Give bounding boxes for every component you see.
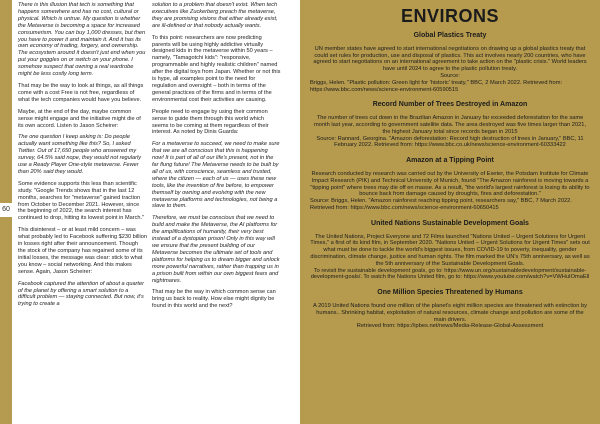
paragraph: Facebook captured the attention of about a quarter of the planet by offering a smart solution to a difficult problem — staying connected. But now, it's trying to create a xyxy=(18,280,144,308)
section-source: Briggs, Helen. "Plastic pollution: Green light for 'historic' treaty," BBC, 2 March 2022. Retrieved from: https://www.bbc.com/news/science-environment-60590515 xyxy=(310,79,563,93)
paragraph: Maybe, at the end of the day, maybe common sense might engage and the initiative might die of its own accord. Listen to Jason Scheirer: xyxy=(18,108,141,129)
section-body: A 2019 United Nations found one million of the planet's eight million species are threatened with extinction by humans.. Shrinking habitat, exploitation of natural resources, climate change and pollution are some of the main drivers. xyxy=(313,302,587,323)
paragraph: To this point: researchers are now predicting parents will be using highly addictive virtually designed kids in the metaverse within 50 years – namely, "Tamagotchi kids": "responsive, programmable and highly realistic children" named after the digital toys from Japan. Whether or not this is hype, all examples point to the need for regulation and oversight – both in terms of the general practices of the firms and in terms of the environmental cost their activities are causing. xyxy=(152,34,281,103)
section-title: Global Plastics Treaty xyxy=(413,32,487,39)
news-section-sdg xyxy=(310,221,590,281)
text-column-right xyxy=(152,2,281,315)
news-section-species xyxy=(310,290,590,330)
news-section-tipping-point xyxy=(310,158,590,212)
news-sections xyxy=(310,33,590,339)
paragraph: Some evidence supports this less than scientific study. "Google Trends shows that in the last 12 months, searches for "metaverse" gained traction from October to December 2021. However, since the beginning of 2022, the search interest has continued to drop, hitting its lowest point in March." xyxy=(18,180,145,222)
paragraph: Therefore, we must be conscious that we need to build and make the Metaverse, the AI platforms for the amplifications of humanity, their very best instead of a dystopian prison! Only in this way will we ensure that the present building of our Metaverse becomes the ultimate set of tools and platforms for helping us to dream bigger and unlock more powerful narratives, rather than trapping us in a prison built from within our own biggest fears and nightmares. xyxy=(152,215,280,284)
section-source-label: Source: xyxy=(440,72,460,79)
right-page xyxy=(300,0,600,424)
section-title: One Million Species Threatened by Humans xyxy=(377,289,523,297)
section-title: Record Number of Trees Destroyed in Amazon xyxy=(372,101,528,109)
section-title: Amazon at a Tipping Point xyxy=(406,157,494,165)
section-source: Retrieved from: https://ipbes.net/news/Media-Release-Global-Assessment xyxy=(356,323,544,330)
paragraph: For a metaverse to succeed, we need to make sure that we are all conscious that this is happening now! It is part of all of our life's present, not in the far flung future! The Metaverse needs to be built by all of us, with conscience, seamless and trusted, where the citizen — each of us — uses these new tools, like the invention of fire before, to empower themself by owning and evolving with the new metaverse platforms and technologies, not being a slave to them. xyxy=(152,141,280,210)
news-section-amazon-trees xyxy=(310,102,590,149)
news-section-plastics xyxy=(310,33,590,93)
section-source: Source: Briggs, Helen. "Amazon rainforest reaching tipping point, researchers say," BBC, 7 March 2022. Retrieved from: https://www.bbc.com/news/science-environment-60650415 xyxy=(310,198,572,211)
section-body: UN member states have agreed to start international negotiations on drawing up a global plastics treaty that could set rules for production, use and disposal of plastics. This act involves nearly 200 countries, who have agreed to start negotiations on an international agreement to take action on the "plastic crisis." World leaders have until 2024 to agree to the plastic pollution treaty. xyxy=(313,45,587,73)
page-heading: ENVIRONS xyxy=(400,6,500,26)
section-title: United Nations Sustainable Development Goals xyxy=(371,219,529,227)
page-number: 60 xyxy=(0,203,12,217)
paragraph: solution to a problem that doesn't exist. When tech executives like Zuckerberg preach the metaverse, they are promising visions that either already exist, are ill-defined or that nobody actually wants. xyxy=(152,2,278,29)
section-body: The United Nations, Project Everyone and 72 Films launched "Nations United – Urgent Solutions for Urgent Times," a first of its kind film, in September 2020. "Nations United – Urgent Solutions for Urgent Times" sets out what must be done to tackle the world's biggest issues, from COVID-19 to poverty, inequality, gender discrimination, climate change, justice and human rights. The film marked the UN's 75th anniversary, as well as the 5th anniversary of the Sustainable Development Goals. xyxy=(310,233,590,267)
paragraph: This disinterest – or at least mild concern – was what probably led to Facebook suffering $230 billion in losses right after their announcement. Though the stock of the company has regained some of its initial losses, the message was clear: stick to what you know – social networking. And this makes sense. Again, Jason Scheirer: xyxy=(18,227,147,275)
paragraph: The one question I keep asking is: Do people actually want something like this? So, I asked Twitter. Out of 17,650 people who answered my survey, 64.5% said nope, they would not regularly use a Ready Player One-style metaverse. Fewer than 20% said they would. xyxy=(18,134,142,175)
section-source: To revisit the sustainable development goals, go to: https://www.un.org/sustainabledevelopment/sustainable-development-goals/. To watch the Nations United film, go to: https://www.youtube.com/watch?v=VWHuIOmaEll xyxy=(310,267,590,281)
paragraph: People need to engage by using their common sense to guide them through this world which seems to be coming at them regardless of their interest. As noted by Dinis Guarda: xyxy=(152,108,269,136)
section-source: Source: Rannard, Georgina. "Amazon deforestation: Record high destruction of trees in January," BBC, 11 February 2022. Retrieved from: https://www.bbc.co.uk/news/science-environment-60333422 xyxy=(316,135,584,149)
section-body: The number of trees cut down in the Brazilian Amazon in January far exceeded deforestation for the same month last year, according to government satellite data. The area destroyed was five times larger than 2021, the highest January total since records began in 2015 xyxy=(313,115,587,135)
paragraph: That may be the way to look at things, as all things come with a cost Free is not free, regardless of what the tech companies would have you believe. xyxy=(18,82,144,103)
section-body: Research conducted by research was carried out by the University of Exeter, the Potsdam Institute for Climate Impact Research (PIK) and Technical University of Munich, found "The Amazon rainforest is moving towards a "tipping point" where trees may die off en masse. As a result, "the world's largest rainforest is losing its ability to bounce back from damage caused by droughts, fires and deforestation." xyxy=(310,170,590,198)
paragraph: That may be the way in which common sense can bring us back to reality. How else might dignity be found in this world and the next? xyxy=(152,289,276,310)
paragraph: There is this illusion that tech is something that happens somewhere and has no cost, cultural or physical. Which is untrue. My question is whether the Metaverse is becoming a space for increased consumerism. You can buy 1,000 dresses, but then you have to power it and maintain it. And it has its own economy of trading, forgery, and ownership. The ecosystem around it doesn't just end when you put your goggles on or switch on your phone. I somehow suspect that owning a real wardrobe might be less costly long term. xyxy=(18,2,146,78)
text-column-left xyxy=(18,2,147,313)
